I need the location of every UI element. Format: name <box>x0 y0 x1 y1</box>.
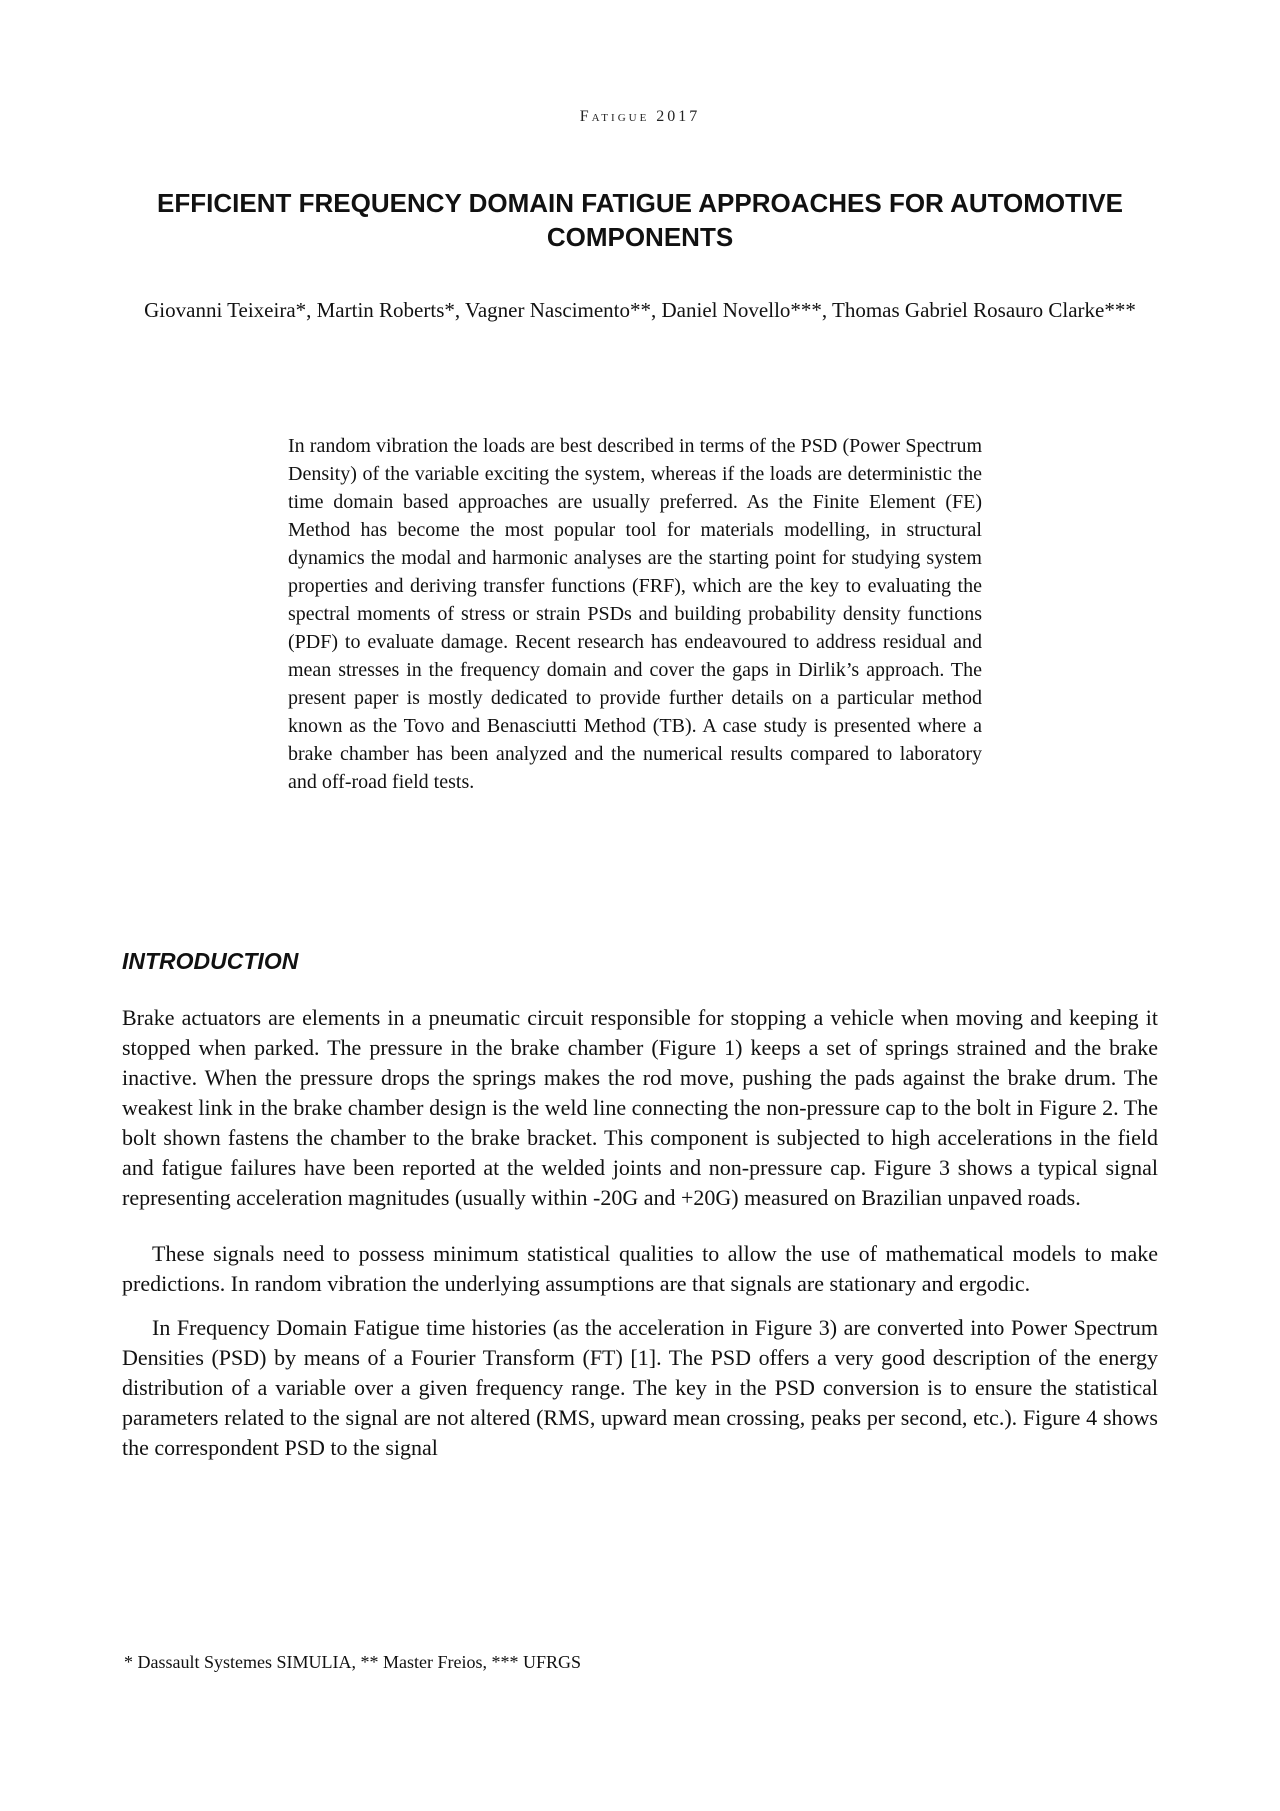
introduction-paragraph: These signals need to possess minimum statistical qualities to allow the use of mathematical models to make predictions. In random vibration the underlying assumptions are that signals are stationary and ergodic. <box>122 1241 1158 1296</box>
affiliation-footnote: * Dassault Systemes SIMULIA, ** Master Freios, *** UFRGS <box>124 1652 581 1672</box>
running-head: Fatigue 2017 <box>579 108 701 125</box>
paper-title: EFFICIENT FREQUENCY DOMAIN FATIGUE APPROACHES FOR AUTOMOTIVE COMPONENTS <box>157 188 1123 252</box>
introduction-body <box>122 1003 1158 1477</box>
author-list: Giovanni Teixeira*, Martin Roberts*, Vagner Nascimento**, Daniel Novello***, Thomas Gabriel Rosauro Clarke*** <box>144 298 1136 322</box>
introduction-paragraph: In Frequency Domain Fatigue time histories (as the acceleration in Figure 3) are converted into Power Spectrum Densities (PSD) by means of a Fourier Transform (FT) [1]. The PSD offers a very good description of the energy distribution of a variable over a given frequency range. The key in the PSD conversion is to ensure the statistical parameters related to the signal are not altered (RMS, upward mean crossing, peaks per second, etc.). Figure 4 shows the correspondent PSD to the signal <box>122 1315 1158 1460</box>
section-heading-introduction: INTRODUCTION <box>122 948 299 974</box>
abstract: In random vibration the loads are best described in terms of the PSD (Power Spectrum Density) of the variable exciting the system, whereas if the loads are deterministic the time domain based approaches are usually preferred. As the Finite Element (FE) Method has become the most popular tool for materials modelling, in structural dynamics the modal and harmonic analyses are the starting point for studying system properties and deriving transfer functions (FRF), which are the key to evaluating the spectral moments of stress or strain PSDs and building probability density functions (PDF) to evaluate damage. Recent research has endeavoured to address residual and mean stresses in the frequency domain and cover the gaps in Dirlik’s approach. The present paper is mostly dedicated to provide further details on a particular method known as the Tovo and Benasciutti Method (TB). A case study is presented where a brake chamber has been analyzed and the numerical results compared to laboratory and off-road field tests. <box>288 435 982 793</box>
introduction-paragraph: Brake actuators are elements in a pneumatic circuit responsible for stopping a vehicle when moving and keeping it stopped when parked. The pressure in the brake chamber (Figure 1) keeps a set of springs strained and the brake inactive. When the pressure drops the springs makes the rod move, pushing the pads against the brake drum. The weakest link in the brake chamber design is the weld line connecting the non-pressure cap to the bolt in Figure 2. The bolt shown fastens the chamber to the brake bracket. This component is subjected to high accelerations in the field and fatigue failures have been reported at the welded joints and non-pressure cap. Figure 3 shows a typical signal representing acceleration magnitudes (usually within -20G and +20G) measured on Brazilian unpaved roads. <box>122 1005 1158 1210</box>
